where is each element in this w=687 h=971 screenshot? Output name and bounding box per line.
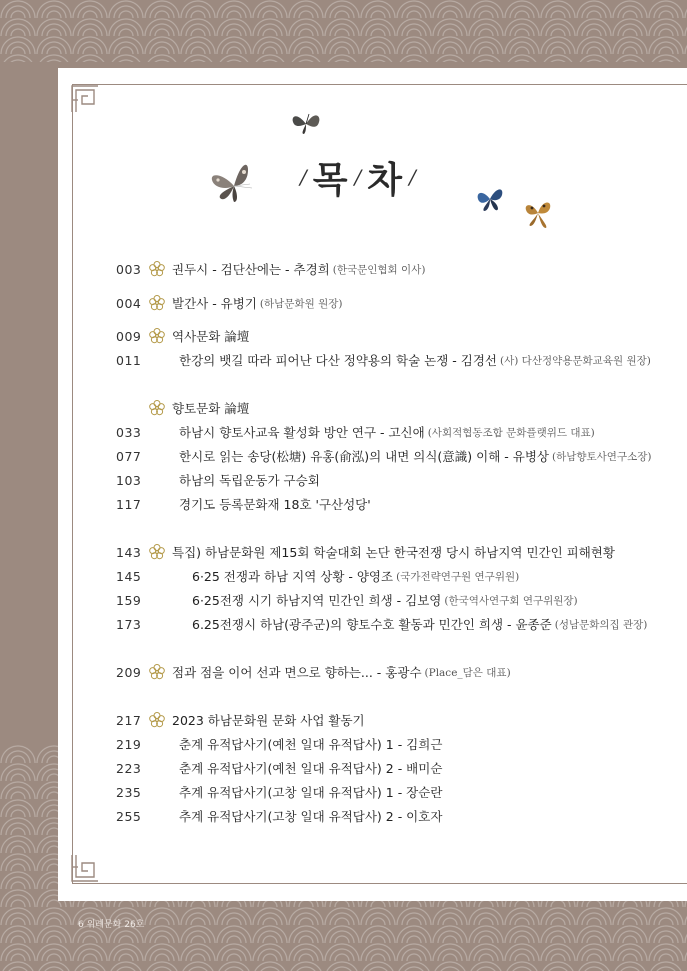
page-number: 009: [116, 328, 142, 344]
title-slash: /: [300, 165, 307, 189]
title-slash: /: [409, 165, 416, 189]
entry-title: 춘계 유적답사기(예천 일대 유적답사) 2 - 배미순: [179, 761, 443, 776]
page-number: 145: [116, 568, 142, 584]
toc-entry[interactable]: [116, 422, 595, 442]
flower-icon: [148, 327, 166, 345]
toc-section-heading[interactable]: [116, 326, 249, 346]
left-border-bar: [0, 62, 58, 745]
entry-title: 점과 점을 이어 선과 면으로 향하는... - 홍광수: [172, 665, 422, 680]
page-number: 255: [116, 808, 142, 824]
toc-section-heading[interactable]: [116, 710, 365, 730]
page-number: 103: [116, 472, 142, 488]
entry-note: (하남문화원 원장): [259, 297, 343, 310]
flower-icon: [148, 294, 166, 312]
page-footer: 6 위례문화 26호: [78, 920, 145, 930]
toc-section-heading[interactable]: [116, 398, 249, 418]
toc-entry[interactable]: [116, 806, 442, 826]
entry-note: (Place_담은 대표): [424, 666, 511, 679]
page-number: 033: [116, 424, 142, 440]
section-title: 향토문화 論壇: [172, 401, 250, 416]
entry-title: 권두시 - 검단산에는 - 추경희: [172, 262, 330, 277]
entry-note: (사) 다산정약용문화교육원 원장): [500, 354, 651, 367]
page-number: 011: [116, 352, 142, 368]
entry-title: 경기도 등록문화재 18호 '구산성당': [179, 497, 371, 512]
butterfly-icon: [289, 108, 323, 138]
corner-ornament-icon: [70, 853, 100, 883]
toc-entry[interactable]: [116, 293, 342, 313]
flower-icon: [148, 663, 166, 681]
entry-title: 발간사 - 유병기: [172, 296, 257, 311]
page-number: 217: [116, 712, 142, 728]
toc-entry[interactable]: [116, 614, 647, 634]
page-number: 003: [116, 261, 142, 277]
page-number: 159: [116, 592, 142, 608]
page-number: 004: [116, 295, 142, 311]
title-char: 목: [312, 158, 349, 201]
butterfly-icon: [204, 158, 262, 206]
flower-icon: [148, 399, 166, 417]
entry-note: (한국역사연구회 연구위원장): [444, 594, 578, 607]
page-title: [300, 152, 450, 202]
toc-entry[interactable]: [116, 350, 651, 370]
page-number: 173: [116, 616, 142, 632]
section-title: 특집) 하남문화원 제15회 학술대회 논단 한국전쟁 당시 하남지역 민간인 피해현황: [172, 545, 615, 560]
entry-note: (사회적협동조합 문화플랫위드 대표): [427, 426, 595, 439]
butterfly-icon: [522, 196, 554, 230]
title-slash: /: [354, 165, 362, 189]
toc-entry[interactable]: [116, 494, 371, 514]
entry-title: 6·25전쟁 시기 하남지역 민간인 희생 - 김보영: [192, 593, 442, 608]
section-title: 역사문화 論壇: [172, 329, 250, 344]
toc-entry[interactable]: [116, 470, 320, 490]
toc-entry[interactable]: [116, 446, 651, 466]
page-number: 209: [116, 664, 142, 680]
title-char: 차: [367, 158, 404, 201]
page-number: 223: [116, 760, 142, 776]
entry-note: (국가전략연구원 연구위원): [396, 570, 520, 583]
page-number: 077: [116, 448, 142, 464]
toc-entry[interactable]: [116, 259, 425, 279]
toc-entry[interactable]: [116, 590, 578, 610]
page-number: 143: [116, 544, 142, 560]
flower-icon: [148, 711, 166, 729]
toc-section-heading[interactable]: [116, 542, 615, 562]
page-number: 235: [116, 784, 142, 800]
entry-title: 추계 유적답사기(고창 일대 유적답사) 1 - 장순란: [179, 785, 443, 800]
flower-icon: [148, 543, 166, 561]
entry-title: 하남시 향토사교육 활성화 방안 연구 - 고신애: [179, 425, 425, 440]
entry-title: 하남의 독립운동가 구승회: [179, 473, 320, 488]
entry-title: 한강의 뱃길 따라 피어난 다산 정약용의 학술 논쟁 - 김경선: [179, 353, 497, 368]
section-title: 2023 하남문화원 문화 사업 활동기: [172, 713, 365, 728]
entry-note: (한국문인협회 이사): [332, 263, 426, 276]
entry-note: (하남향토사연구소장): [551, 450, 652, 463]
page-number: 219: [116, 736, 142, 752]
entry-title: 6.25전쟁시 하남(광주군)의 향토수호 활동과 민간인 희생 - 윤종준: [192, 617, 552, 632]
entry-title: 춘계 유적답사기(예천 일대 유적답사) 1 - 김희근: [179, 737, 443, 752]
entry-title: 6·25 전쟁과 하남 지역 상황 - 양영조: [192, 569, 394, 584]
corner-ornament-icon: [70, 84, 100, 114]
toc-entry[interactable]: [116, 758, 442, 778]
butterfly-icon: [474, 183, 506, 215]
toc-entry[interactable]: [116, 662, 511, 682]
toc-entry[interactable]: [116, 566, 519, 586]
page-number: 117: [116, 496, 142, 512]
wave-pattern-top: [0, 0, 687, 62]
entry-note: (성남문화의집 관장): [554, 618, 648, 631]
entry-title: 한시로 읽는 송당(松塘) 유홍(俞泓)의 내면 의식(意識) 이해 - 유병상: [179, 449, 549, 464]
flower-icon: [148, 260, 166, 278]
toc-entry[interactable]: [116, 782, 442, 802]
toc-entry[interactable]: [116, 734, 442, 754]
entry-title: 추계 유적답사기(고창 일대 유적답사) 2 - 이호자: [179, 809, 443, 824]
